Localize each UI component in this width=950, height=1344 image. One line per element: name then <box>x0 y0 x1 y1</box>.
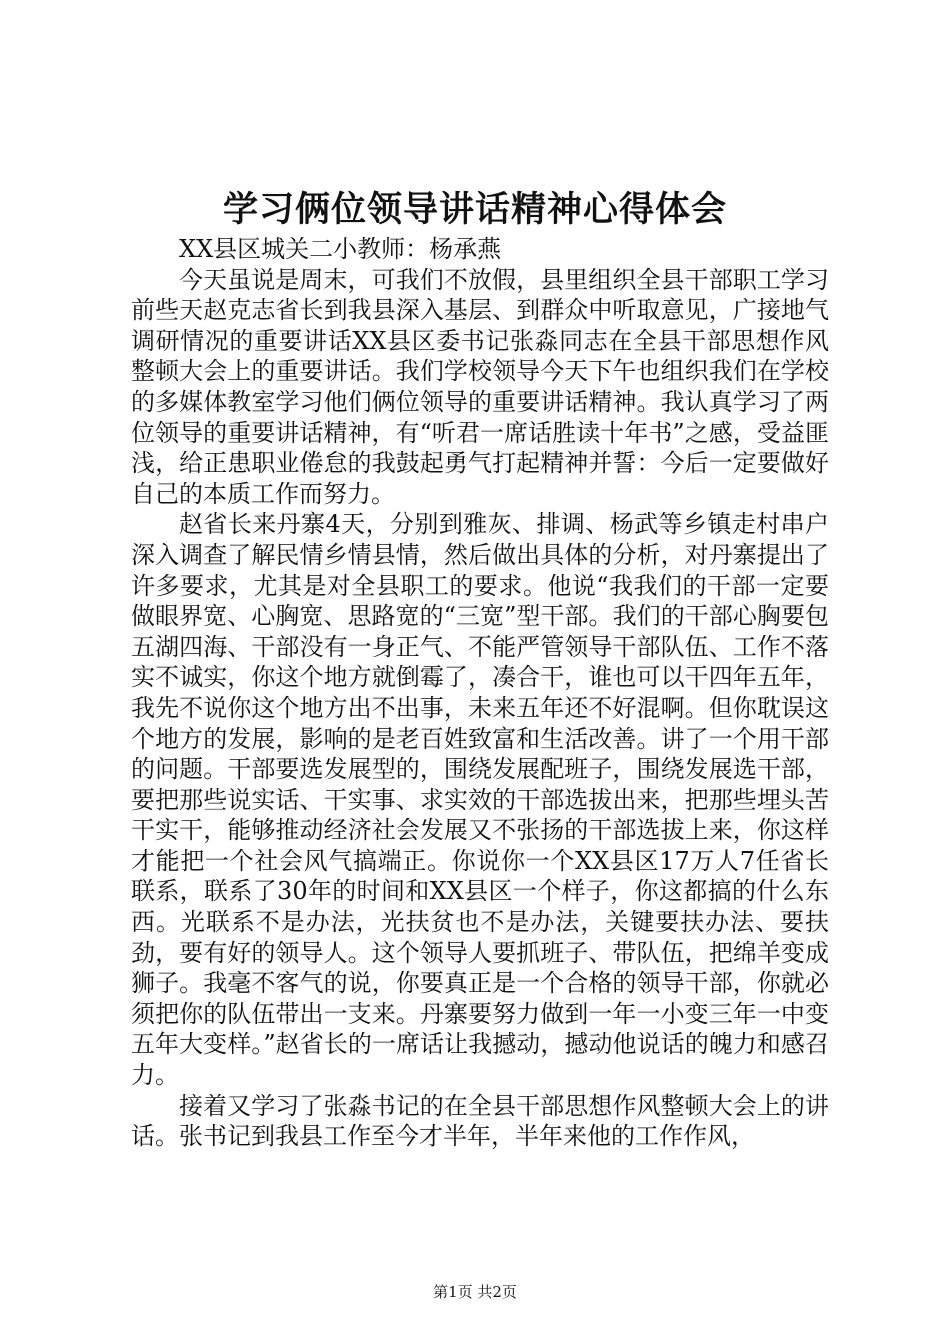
paragraph-3: 接着又学习了张淼书记的在全县干部思想作风整顿大会上的讲话。张书记到我县工作至今才半年，半年来他的工作作风， <box>131 1091 829 1151</box>
document-body <box>131 234 829 1152</box>
paragraph-2: 赵省长来丹寨4天，分别到雅灰、排调、杨武等乡镇走村串户深入调查了解民情乡情县情，然后做出具体的分析，对丹寨提出了许多要求，尤其是对全县职工的要求。他说“我我们的干部一定要做眼界宽、心胸宽、思路宽的“三宽”型干部。我们的干部心胸要包五湖四海、干部没有一身正气、不能严管领导干部队伍、工作不落实不诚实，你这个地方就倒霉了，凑合干，谁也可以干四年五年，我先不说你这个地方出不出事，未来五年还不好混啊。但你耽误这个地方的发展，影响的是老百姓致富和生活改善。讲了一个用干部的问题。干部要选发展型的，围绕发展配班子，围绕发展选干部，要把那些说实话、干实事、求实效的干部选拔出来，把那些埋头苦干实干，能够推动经济社会发展又不张扬的干部选拔上来，你这样才能把一个社会风气搞端正。你说你一个XX县区17万人7任省长联系，联系了30年的时间和XX县区一个样子，你这都搞的什么东西。光联系不是办法，光扶贫也不是办法，关键要扶办法、要扶劲，要有好的领导人。这个领导人要抓班子、带队伍，把绵羊变成狮子。我毫不客气的说，你要真正是一个合格的领导干部，你就必须把你的队伍带出一支来。丹寨要努力做到一年一小变三年一中变五年大变样。”赵省长的一席话让我撼动，撼动他说话的魄力和感召力。 <box>131 510 829 1090</box>
page-footer <box>0 1282 950 1302</box>
paragraph-1: 今天虽说是周末，可我们不放假，县里组织全县干部职工学习前些天赵克志省长到我县深入基层、到群众中听取意见，广接地气调研情况的重要讲话XX县区委书记张淼同志在全县干部思想作风整顿大会上的重要讲话。我们学校领导今天下午也组织我们在学校的多媒体教室学习他们俩位领导的重要讲话精神。我认真学习了两位领导的重要讲话精神，有“听君一席话胜读十年书”之感，受益匪浅，给正患职业倦怠的我鼓起勇气打起精神并誓：今后一定要做好自己的本质工作而努力。 <box>131 265 829 508</box>
page-number: 第1页 <box>433 1283 473 1301</box>
document-title: 学习俩位领导讲话精神心得体会 <box>222 189 727 230</box>
page-total: 共2页 <box>477 1283 517 1301</box>
author-line: XX县区城关二小教师：杨承燕 <box>179 235 502 263</box>
